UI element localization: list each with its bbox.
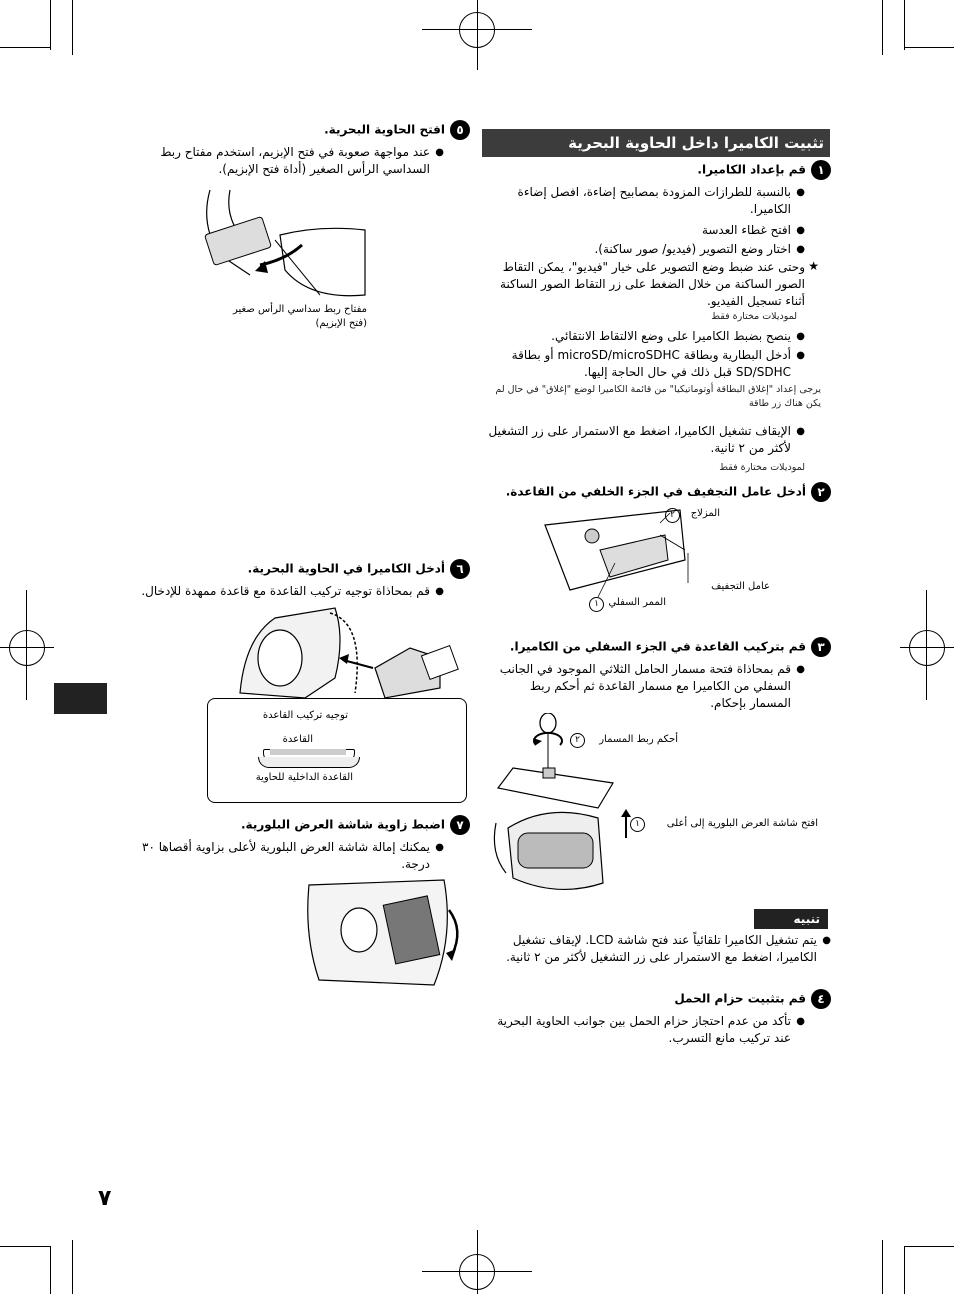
box-base-label: القاعدة [282,734,313,745]
inner-base-shape [258,757,360,768]
step-1-bullet: ● بالنسبة للطرازات المزودة بمصابيح إضاءة، افصل إضاءة الكاميرا. [486,184,805,218]
crop-mark [904,1246,905,1294]
step-1-star-note: وحتى عند ضبط وضع التصوير على خيار "فيديو"، يمكن التقاط الصور الساكنة من خلال الضغط على زر التقاط الصور الساكنة أثناء تسجيل الفيديو. [500,260,805,308]
crop-mark [0,47,50,48]
model-note: لموديلات مختارة فقط [711,311,797,322]
step-2-heading: ٢أدخل عامل التجفيف في الجزء الخلفي من القاعدة. [486,482,831,502]
notice-label: تنبيه [754,909,828,929]
base-guide-box [207,698,467,803]
crop-mark [72,0,73,55]
step-1 [486,160,831,475]
step-number: ٤ [811,989,831,1009]
step-1-bullet: ● ينصح بضبط الكاميرا على وضع الالتقاط الانتقائي. [486,328,805,345]
step-number: ٦ [450,559,470,579]
step-number: ٥ [450,120,470,140]
crop-mark [882,1240,883,1294]
label-tighten-screw: أحكم ربط المسمار [599,734,678,745]
step-5-bullet: ● عند مواجهة صعوبة في فتح الإبزيم، استخدم مفتاح ربط السداسي الرأس الصغير (أداة فتح الإبزيم). [130,144,444,178]
crop-mark [72,1240,73,1294]
base-groove [270,749,346,755]
step-3 [486,637,831,712]
step-6 [120,559,470,600]
callout-1: ١ [630,817,645,833]
step-number: ٣ [811,637,831,657]
step-5 [130,120,470,178]
step-1-bullet: ● افتح غطاء العدسة [486,222,805,239]
page-number: ٧ [98,1186,112,1211]
hex-wrench-caption: مفتاح ربط سداسي الرأس صغير (فتح الإبزيم) [232,304,367,329]
step-3-heading: ٣قم بتركيب القاعدة في الجزء السفلي من الكاميرا. [486,637,831,657]
step-6-heading: ٦أدخل الكاميرا في الحاوية البحرية. [120,559,470,579]
buckle-open-diagram [190,185,370,300]
crop-mark [926,590,927,700]
notice-text: ● يتم تشغيل الكاميرا تلقائياً عند فتح شاشة LCD. لإيقاف تشغيل الكاميرا، اضغط مع الاستمرار على زر التشغيل لأكثر من ٢ ثانية. [496,932,831,966]
crop-mark [477,1230,478,1294]
step-4 [486,989,831,1047]
crop-mark [26,590,27,700]
step-4-bullet: ● تأكد من عدم احتجاز حزام الحمل بين جوانب الحاوية البحرية عند تركيب مانع التسرب. [486,1013,805,1047]
section-title-banner: تثبيت الكاميرا داخل الحاوية البحرية [482,129,830,157]
step-7-heading: ٧اضبط زاوية شاشة العرض البلورية. [120,815,470,835]
step-1-bullet: ● أدخل البطارية وبطاقة microSD/microSDHC أو بطاقة SD/SDHC قبل ذلك في حال الحاجة إليها. [486,347,805,381]
step-7 [120,815,470,873]
callout-1: ١ [589,597,604,613]
notice-body [496,932,831,966]
star-icon: ★ [808,259,819,273]
crop-mark [477,0,478,70]
step-1-bullet: ● الإيقاف تشغيل الكاميرا، اضغط مع الاستمرار على زر التشغيل لأكثر من ٢ ثانية. [486,423,805,457]
box-inner-label: القاعدة الداخلية للحاوية [255,772,353,783]
step-number: ٧ [450,815,470,835]
crop-mark [50,0,51,50]
crop-mark [0,1246,50,1247]
section-tab [54,683,107,714]
label-bottom-slot: الممر السفلي [608,597,666,608]
crop-mark [904,47,954,48]
callout-2: ٢ [570,733,585,749]
label-open-lcd: افتح شاشة العرض البلورية إلى أعلى [666,818,818,829]
crop-mark [904,1246,954,1247]
insert-camera-diagram [235,598,465,703]
crop-mark [882,0,883,55]
callout-2: ٢ [665,508,680,524]
step-7-bullet: ● يمكنك إمالة شاشة العرض البلورية لأعلى بزاوية أقصاها ٣٠ درجة. [120,839,444,873]
step-1-heading: ١قم بإعداد الكاميرا. [486,160,831,180]
label-desiccant: عامل التجفيف [711,581,770,592]
step-3-bullet: ● قم بمحاذاة فتحة مسمار الحامل الثلاثي الموجود في الجانب السفلي من الكاميرا مع مسمار القاعدة ثم أحكم ربط المسمار بإحكام. [486,661,805,712]
step-1-bullet: ● اختار وضع التصوير (فيديو/ صور ساكنة). [486,241,805,258]
crop-mark [904,0,905,50]
step-4-heading: ٤قم بتثبيت حزام الحمل [486,989,831,1009]
model-note: لموديلات مختارة فقط [719,462,805,473]
step-5-heading: ٥افتح الحاوية البحرية. [130,120,470,140]
step-6-bullet: ● قم بمحاذاة توجيه تركيب القاعدة مع قاعدة ممهدة للإدخال. [120,583,444,600]
label-hook: المزلاج [690,508,720,519]
box-guide-label: توجيه تركيب القاعدة [262,710,348,721]
lcd-angle-diagram [304,875,466,987]
step-number: ٢ [811,482,831,502]
step-number: ١ [811,160,831,180]
card-note: يرجى إعداد "إغلاق البطاقة أوتوماتيكيا" من قائمة الكاميرا لوضع "إغلاق" في حال لم يكن هناك زر طاقة [495,384,821,409]
crop-mark [50,1246,51,1294]
